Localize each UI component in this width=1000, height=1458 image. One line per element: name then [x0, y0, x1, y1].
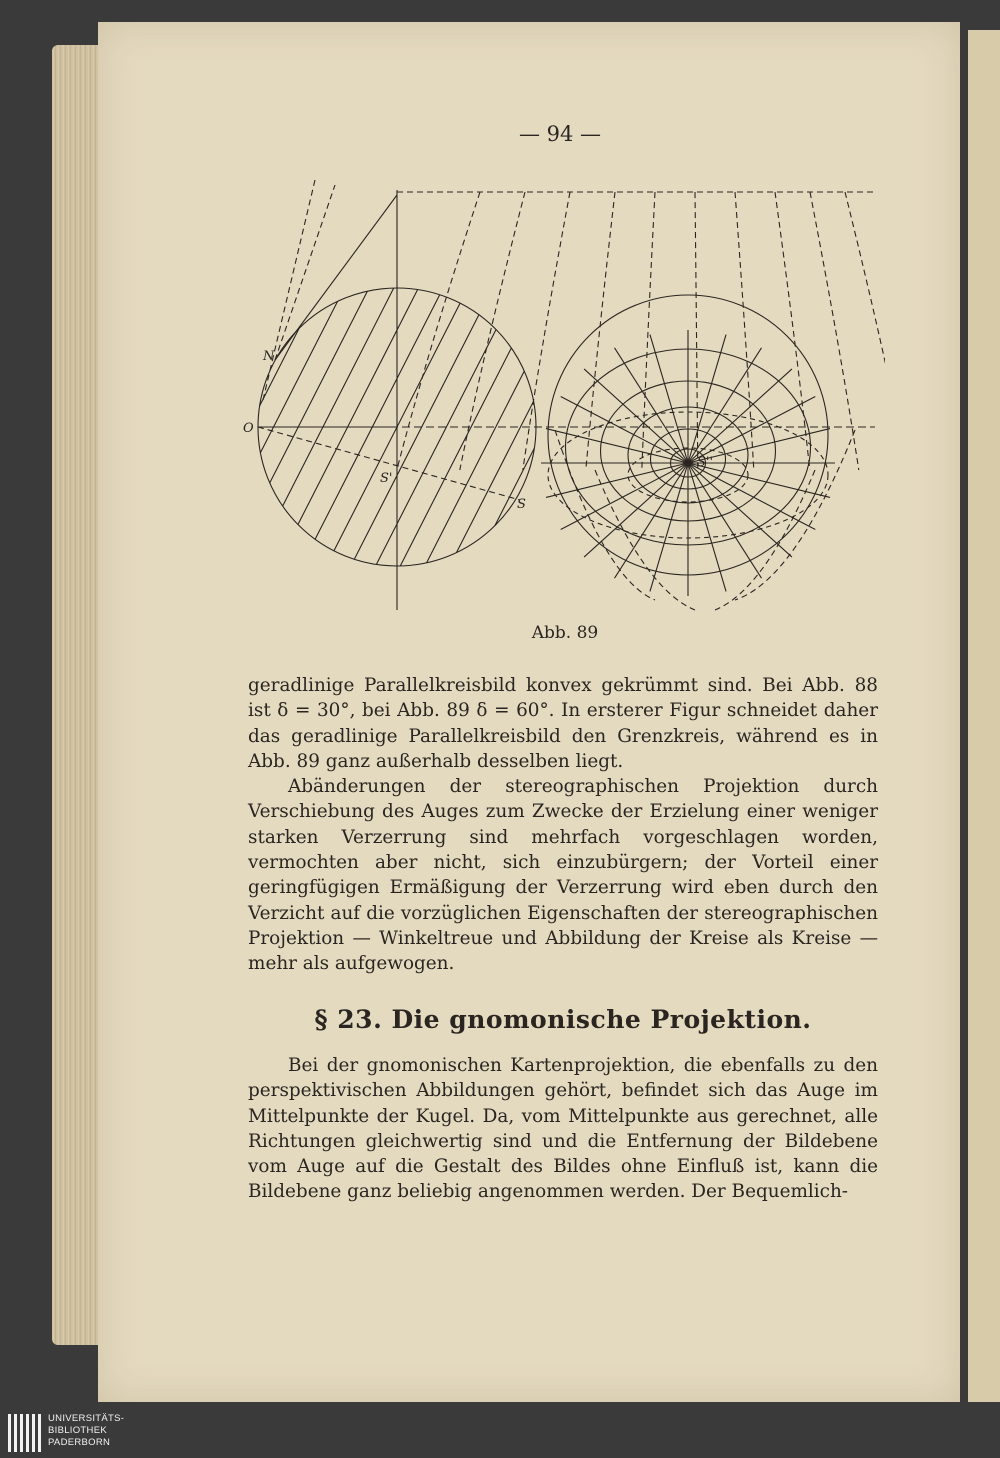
figure-abb-89	[235, 170, 885, 620]
library-footer	[0, 1408, 1000, 1458]
figure-caption: Abb. 89	[531, 623, 599, 643]
book-page-edges	[52, 45, 102, 1345]
section-paragraph: Bei der gnomonischen Kartenprojektion, die ebenfalls zu den perspektivischen Abbildungen gehört, befindet sich das Auge im Mittelpunkte der Kugel. Da, vom Mittelpunkte aus gerechnet, alle Richtungen gleichwertig sind und die Entfernung der Bildebene vom Auge auf die Gestalt des Bildes ohne Einfluß ist, kann die Bildebene ganz beliebig angenommen werden. Der Bequemlich-	[248, 1055, 878, 1203]
page-number: — 94 —	[518, 122, 602, 146]
label-s: S	[517, 497, 526, 512]
label-s-prime: S'	[380, 471, 393, 486]
library-logo-icon	[8, 1414, 44, 1452]
tangent-dashed-2	[263, 180, 315, 400]
section-text-block	[248, 1053, 878, 1205]
paragraph-1: geradlinige Parallelkreisbild konvex gekrümmt sind. Bei Abb. 88 ist δ = 30°, bei Abb. 89 δ = 60°. In ersterer Figur schneidet daher das geradlinige Parallelkreisbild den Grenzkreis, während es in Abb. 89 ganz außerhalb desselben liegt.	[248, 675, 878, 772]
tangent-dashed-1	[275, 185, 335, 360]
label-n: N	[263, 349, 275, 364]
oblique-dashed-line	[258, 427, 520, 500]
projection-diagram	[235, 170, 885, 620]
tangent-line	[275, 195, 397, 360]
facing-page-edge	[968, 30, 1000, 1402]
library-name: UNIVERSITÄTS- BIBLIOTHEK PADERBORN	[48, 1413, 125, 1448]
main-text-block	[248, 673, 878, 977]
label-o: O	[243, 421, 254, 436]
projection-grid	[397, 192, 885, 610]
paragraph-2: Abänderungen der stereographischen Projektion durch Verschiebung des Auges zum Zwecke der Erzielung einer weniger starken Verzerrung sind mehrfach vorgeschlagen worden, vermochten aber nicht, sich einzubürgern; der Vorteil einer geringfügigen Ermäßigung der Verzerrung wird eben durch den Verzicht auf die vorzüglichen Eigenschaften der stereographischen Projektion — Winkeltreue und Abbildung der Kreise als Kreise — mehr als aufgewogen.	[248, 776, 878, 975]
section-heading: § 23. Die gnomonische Projektion.	[314, 1005, 812, 1034]
label-s-double-prime: S''	[697, 455, 714, 470]
